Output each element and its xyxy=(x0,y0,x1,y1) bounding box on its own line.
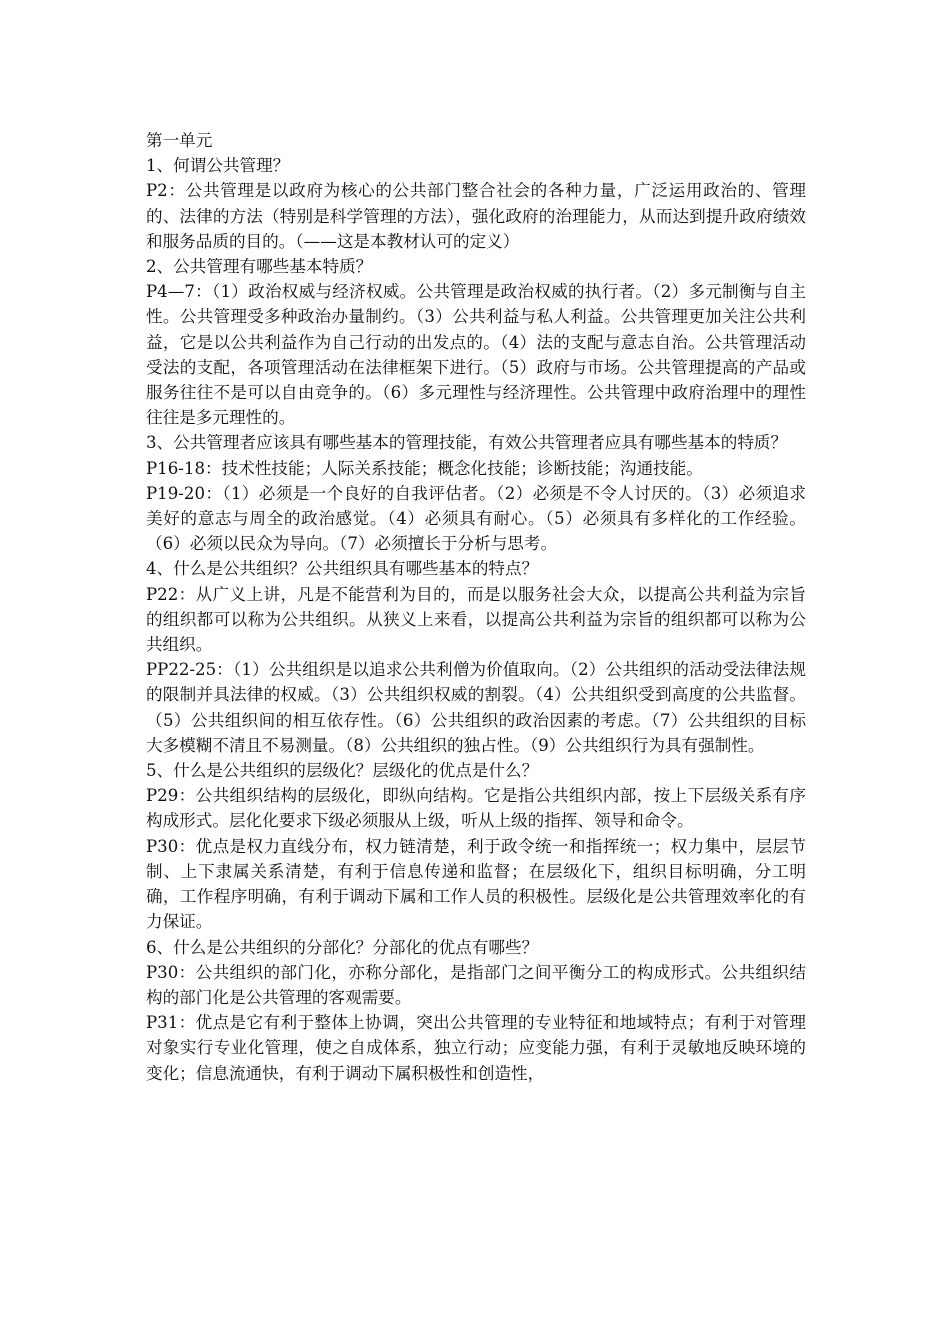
answer-3-skills: P16-18：技术性技能；人际关系技能；概念化技能；诊断技能；沟通技能。 xyxy=(146,458,703,478)
answer-4-definition: P22：从广义上讲，凡是不能营利为目的，而是以服务社会大众，以提高公共利益为宗旨的组织都可以称为公共组织。从狭义上来看，以提高公共利益为宗旨的组织都可以称为公共组织。 xyxy=(146,584,806,655)
question-3: 3、公共管理者应该具有哪些基本的管理技能，有效公共管理者应具有哪些基本的特质？ xyxy=(146,433,788,453)
answer-1: P2：公共管理是以政府为核心的公共部门整合社会的各种力量，广泛运用政治的、管理的、法律的方法（特别是科学管理的方法），强化政府的治理能力，从而达到提升政府绩效和服务品质的目的。（——这是本教材认可的定义） xyxy=(146,181,806,251)
document-page xyxy=(146,128,806,1086)
answer-5-definition: P29：公共组织结构的层级化，即纵向结构。它是指公共组织内部，按上下层级关系有序构成形式。层化化要求下级必须服从上级，听从上级的指挥、领导和命令。 xyxy=(146,786,806,831)
answer-2: P4—7：（1）政治权威与经济权威。公共管理是政治权威的执行者。（2）多元制衡与自主性。公共管理受多种政治办量制约。（3）公共利益与私人利益。公共管理更加关注公共利益，它是以公共利益作为自己行动的出发点的。（4）法的支配与意志自治。公共管理活动受法的支配，各项管理活动在法律框架下进行。（5）政府与市场。公共管理提高的产品或服务往往不是可以自由竞争的。（6）多元理性与经济理性。公共管理中政府治理中的理性往往是多元理性的。 xyxy=(146,282,806,428)
unit-heading: 第一单元 xyxy=(146,131,213,150)
answer-5-advantages: P30：优点是权力直线分布，权力链清楚，利于政令统一和指挥统一；权力集中，层层节制、上下隶属关系清楚，有利于信息传递和监督；在层级化下，组织目标明确，分工明确，工作程序明确，有利于调动下属和工作人员的积极性。层级化是公共管理效率化的有力保证。 xyxy=(146,836,806,932)
question-4: 4、什么是公共组织？公共组织具有哪些基本的特点？ xyxy=(146,559,539,579)
question-6: 6、什么是公共组织的分部化？分部化的优点有哪些？ xyxy=(146,937,539,957)
question-2: 2、公共管理有哪些基本特质？ xyxy=(146,257,373,277)
answer-6-advantages: P31：优点是它有利于整体上协调，突出公共管理的专业特征和地域特点；有利于对管理对象实行专业化管理，使之自成体系，独立行动；应变能力强，有利于灵敏地反映环境的变化；信息流通快，有利于调动下属积极性和创造性， xyxy=(146,1013,806,1083)
answer-6-definition: P30：公共组织的部门化，亦称分部化，是指部门之间平衡分工的构成形式。公共组织结构的部门化是公共管理的客观需要。 xyxy=(146,962,806,1007)
answer-3-traits: P19-20：（1）必须是一个良好的自我评估者。（2）必须是不令人讨厌的。（3）必须追求美好的意志与周全的政治感觉。（4）必须具有耐心。（5）必须具有多样化的工作经验。（6）必须以民众为导向。（7）必须擅长于分析与思考。 xyxy=(146,483,806,554)
question-5: 5、什么是公共组织的层级化？层级化的优点是什么？ xyxy=(146,761,539,781)
question-1: 1、何谓公共管理？ xyxy=(146,156,290,176)
answer-4-features: PP22-25：（1）公共组织是以追求公共利僧为价值取向。（2）公共组织的活动受法律法规的限制并具法律的权威。（3）公共组织权威的割裂。（4）公共组织受到高度的公共监督。（5）公共组织间的相互依存性。（6）公共组织的政治因素的考虑。（7）公共组织的目标大多模糊不清且不易测量。（8）公共组织的独占性。（9）公共组织行为具有强制性。 xyxy=(146,660,806,755)
